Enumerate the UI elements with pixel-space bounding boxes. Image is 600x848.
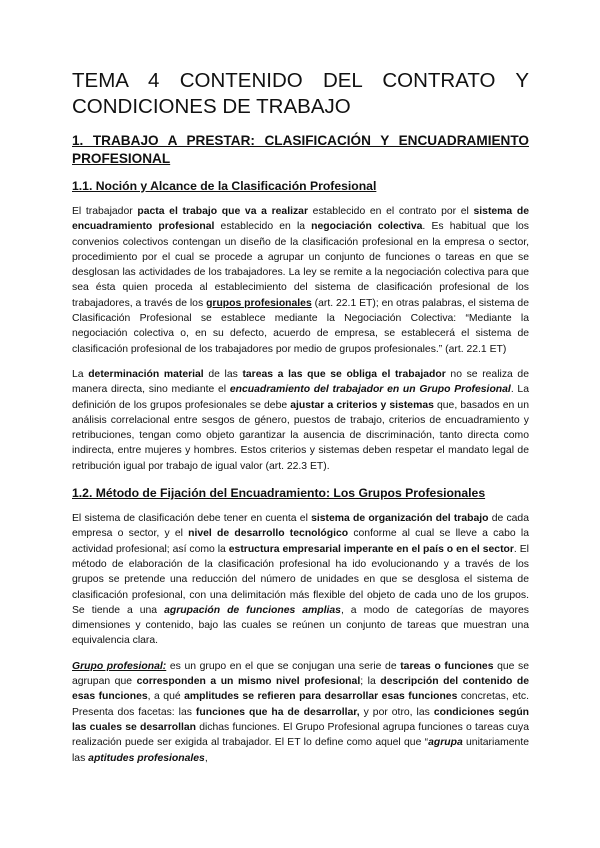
text-run: y por otro, las	[359, 706, 434, 718]
paragraph-1-1-a	[72, 204, 529, 357]
subsection-1-2-heading-text: 1.2. Método de Fijación del Encuadramiento: Los Grupos Profesionales	[72, 486, 486, 501]
bold-run: funciones que ha de desarrollar,	[195, 706, 360, 718]
bold-run: amplitudes se refieren para desarrollar esas funciones	[184, 691, 458, 703]
subsection-1-2-heading	[72, 485, 529, 501]
text-run: establecido en el contrato por el	[308, 206, 474, 217]
text-run: establecido en la	[214, 221, 312, 233]
text-run: de las	[203, 368, 243, 380]
text-run: . Es habitual que los convenios colectivos contengan un diseño de la clasificación profesional en la empresa o sector, procedimiento por el cual se procede a agrupar un conjunto de funciones o tareas en que se desglosan las actividades de los trabajadores. La ley se remite a la negociación colectiva para que sea ésta quien proceda al establecimiento del sistema de clasificación profesional de los trabajadores, a través de los	[72, 221, 529, 309]
bold-run: tareas a las que se obliga el trabajador	[242, 368, 446, 380]
bold-run: tareas o funciones	[400, 660, 494, 672]
page-title-line-1: TEMA 4 CONTENIDO DEL CONTRATO Y	[72, 69, 529, 92]
text-run: (art. 22.1 ET); en otras palabras, el sistema de Clasificación Profesional se establece mediante la Negociación Colectiva: “Mediante la negociación colectiva o, en su defecto, acuerdo de empresa, se establecerá el sistema de clasificación profesional de los trabajadores por medio de grupos profesionales.” (art. 22.1 ET)	[72, 297, 529, 355]
bold-run: sistema de encuadramiento profesional	[72, 206, 529, 233]
bold-italic-run: agrupación de funciones amplias	[164, 604, 341, 616]
bold-run: condiciones según las cuales se desarrollan	[72, 706, 530, 733]
text-run: ; la	[360, 676, 381, 688]
section-1-heading-line-1: 1. TRABAJO A PRESTAR: CLASIFICACIÓN Y ENCUADRAMIENTO	[72, 133, 529, 148]
bold-run: ajustar a criterios y sistemas	[290, 399, 434, 411]
bold-italic-underline-run: Grupo profesional:	[72, 660, 167, 672]
text-run: dichas funciones. El Grupo Profesional agrupa funciones o tareas cuya realización puede ser exigida al trabajador. El ET lo define como aquel que “	[72, 721, 530, 749]
text-run: que, basados en un análisis correlacional entre sesgos de género, puestos de trabajo, criterios de encuadramiento y retribuciones, tengan como objeto garantizar la ausencia de discriminación, tanto directa como indirecta, entre mujeres y hombres. Estos criterios y sistemas deben respetar el mandato legal de retribución igual por trabajo de igual valor (art. 22.3 ET).	[72, 399, 529, 472]
bold-italic-run: agrupa	[428, 737, 463, 749]
paragraph-1-2-b	[72, 659, 529, 766]
paragraph-1-2-a	[72, 511, 529, 649]
bold-run: determinación material	[88, 368, 204, 380]
subsection-1-1-heading	[72, 178, 529, 194]
text-run: unitariamente las	[72, 737, 529, 764]
bold-run: negociación colectiva	[311, 221, 423, 233]
text-run: , a modo de categorías de mayores dimensiones y contenido, bajo las cuales se reúnen un conjunto de tareas que muestran una equivalencia clara.	[72, 604, 529, 647]
section-1-heading	[72, 132, 529, 167]
paragraph-1-1-b	[72, 367, 529, 474]
bold-underline-run: grupos profesionales	[206, 297, 312, 309]
text-run: de cada empresa o sector, y el	[72, 513, 529, 540]
text-run: es un grupo en el que se conjugan una serie de	[166, 660, 401, 672]
text-run: . La definición de los grupos profesionales se debe	[72, 384, 529, 411]
document-page	[72, 68, 529, 766]
bold-run: pacta el trabajo que va a realizar	[137, 206, 308, 217]
subsection-1-1-heading-text: 1.1. Noción y Alcance de la Clasificación Profesional	[72, 179, 377, 193]
text-run: . El método de elaboración de la clasificación profesional ha ido evolucionando y a través de los grupos se pretende una reducción del número de unidades en que se desglosa el sistema de clasificación profesional, con una delimitación más flexible del objeto de cada uno de los grupos. Se tiende a una	[72, 543, 529, 616]
page-title	[72, 68, 529, 120]
text-run: conforme al cual se lleve a cabo la actividad profesional; así como la	[72, 528, 529, 555]
bold-run: corresponden a un mismo nivel profesional	[136, 676, 361, 688]
bold-run: nivel de desarrollo tecnológico	[188, 528, 349, 540]
text-run: , a qué	[147, 691, 185, 703]
bold-italic-run: aptitudes profesionales	[88, 752, 205, 764]
text-run: concretas, etc. Presenta dos facetas: las	[72, 691, 529, 718]
bold-run: sistema de organización del trabajo	[311, 513, 489, 525]
text-run: no se realiza de manera directa, sino mediante el	[72, 368, 529, 396]
text-run: que se agrupan que	[72, 660, 530, 688]
page-title-line-2: CONDICIONES DE TRABAJO	[72, 95, 351, 118]
text-run: La	[72, 368, 89, 380]
bold-run: descripción del contenido de esas funciones	[72, 676, 529, 703]
section-1-heading-line-2: PROFESIONAL	[72, 150, 171, 166]
text-run: El trabajador	[72, 206, 138, 217]
bold-italic-run: encuadramiento del trabajador en un Grupo Profesional	[229, 384, 511, 396]
bold-run: estructura empresarial imperante en el país o en el sector	[228, 543, 514, 555]
text-run: El sistema de clasificación debe tener en cuenta el	[72, 513, 312, 525]
text-run: ,	[204, 752, 208, 764]
